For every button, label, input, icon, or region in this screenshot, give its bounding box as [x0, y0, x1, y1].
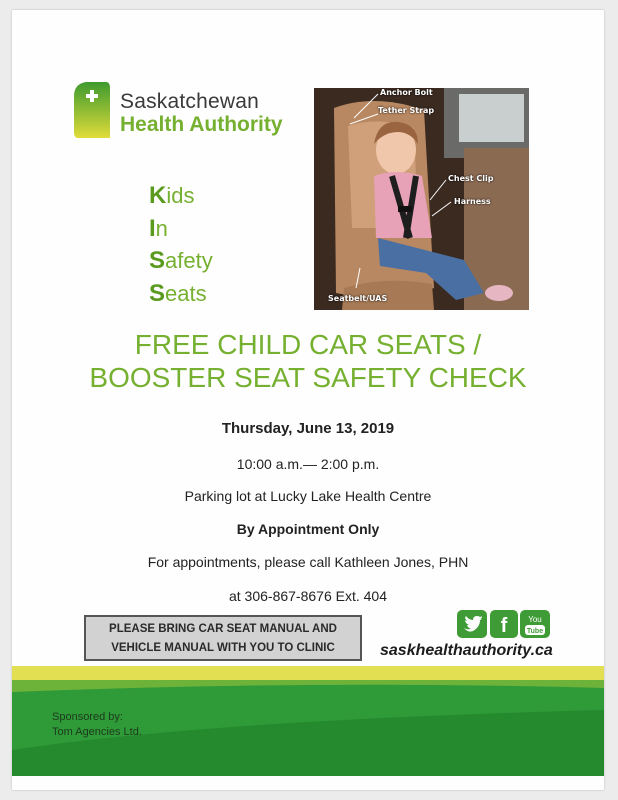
footer-yellow-band: [12, 666, 604, 680]
logo-line-saskatchewan: Saskatchewan: [120, 90, 259, 113]
sponsor-credit: [52, 710, 142, 740]
label-seatbelt-uas: Seatbelt/UAS: [328, 294, 388, 303]
car-seat-photo: [314, 88, 529, 310]
sponsor-name: Tom Agencies Ltd.: [52, 726, 142, 738]
kiss-word-rest: eats: [165, 280, 207, 306]
headline: [12, 328, 604, 394]
event-location: Parking lot at Lucky Lake Health Centre: [184, 488, 432, 504]
logo-line-health-authority: Health Authority: [120, 113, 283, 136]
kiss-row-kids: [149, 180, 213, 213]
kiss-row-in: [149, 213, 213, 246]
bring-manuals-notice: [84, 615, 362, 661]
sha-logo: [72, 80, 312, 150]
headline-line-1: FREE CHILD CAR SEATS /: [134, 329, 482, 360]
label-tether-strap: Tether Strap: [378, 106, 435, 115]
youtube-icon[interactable]: [520, 610, 550, 638]
kiss-row-safety: [149, 245, 213, 278]
label-anchor-bolt: Anchor Bolt: [380, 88, 433, 97]
website-url[interactable]: saskhealthauthority.ca: [380, 642, 553, 659]
facebook-glyph: f: [500, 615, 508, 637]
sponsor-label: Sponsored by:: [52, 711, 123, 723]
kiss-initial: I: [149, 214, 156, 242]
kiss-initial: S: [149, 279, 166, 307]
label-harness: Harness: [454, 197, 491, 206]
kiss-word-rest: ids: [166, 183, 195, 208]
event-date: Thursday, June 13, 2019: [221, 420, 395, 437]
kiss-initial: K: [149, 182, 167, 209]
kiss-initial: S: [149, 247, 166, 274]
car-seat-illustration: [314, 88, 529, 310]
kiss-word-rest: n: [155, 215, 168, 241]
appointment-note: By Appointment Only: [236, 521, 380, 537]
event-time: 10:00 a.m.— 2:00 p.m.: [236, 456, 380, 472]
cross-leaf-icon: [72, 80, 112, 140]
youtube-you: You: [528, 615, 542, 624]
phone-line: at 306-867-8676 Ext. 404: [228, 588, 387, 604]
youtube-tube: Tube: [526, 628, 544, 635]
notice-line-1: PLEASE BRING CAR SEAT MANUAL AND: [109, 623, 337, 635]
notice-line-2: VEHICLE MANUAL WITH YOU TO CLINIC: [111, 642, 335, 654]
kiss-row-seats: [149, 278, 213, 311]
facebook-icon[interactable]: [490, 610, 518, 638]
contact-line: For appointments, please call Kathleen Jones, PHN: [147, 554, 469, 570]
kiss-acronym: [149, 180, 213, 310]
kiss-word-rest: afety: [165, 248, 213, 273]
twitter-icon[interactable]: [457, 610, 487, 638]
flyer-page: [12, 10, 604, 790]
headline-line-2: BOOSTER SEAT SAFETY CHECK: [89, 362, 527, 393]
label-chest-clip: Chest Clip: [448, 174, 494, 183]
